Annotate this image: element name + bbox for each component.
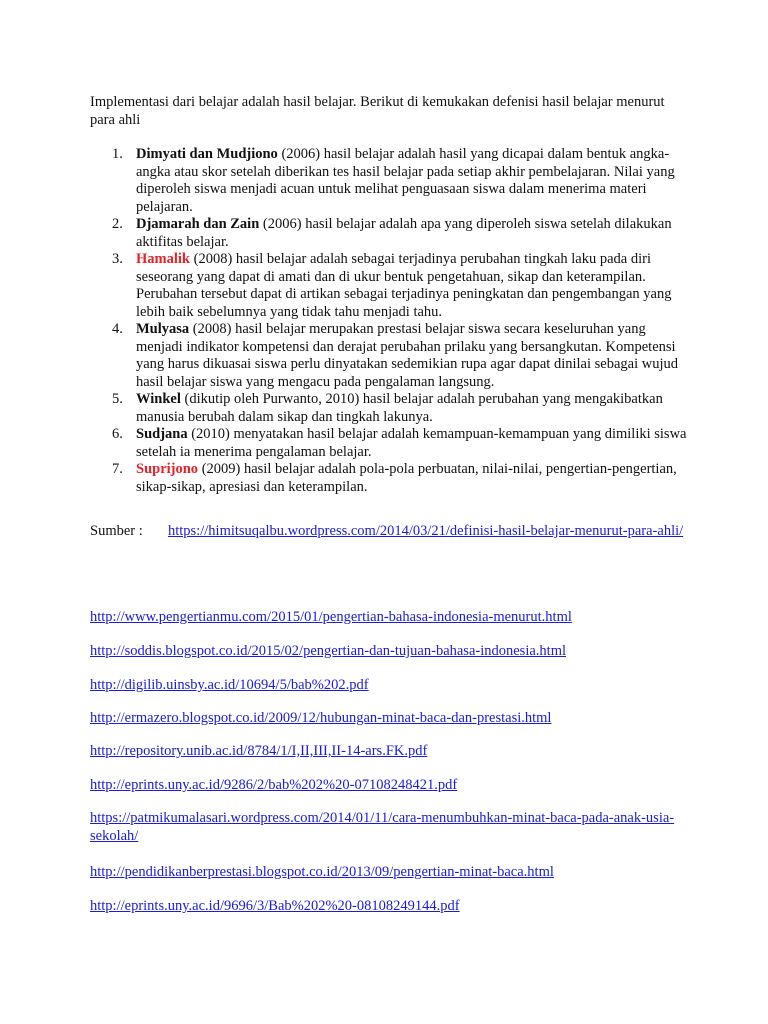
source-line bbox=[90, 523, 690, 541]
author-name: Sudjana bbox=[136, 426, 188, 442]
reference-item bbox=[90, 777, 690, 795]
reference-link[interactable]: http://pendidikanberprestasi.blogspot.co.id/2013/09/pengertian-minat-baca.html bbox=[90, 864, 554, 880]
definition-text: (2006) hasil belajar adalah hasil yang dicapai dalam bentuk angka-angka atau skor setelah diberikan tes hasil belajar pada setiap akhir pembelajaran. Nilai yang diperoleh siswa menjadi acuan untuk melihat penguasaan siswa dalam menerima materi pelajaran. bbox=[136, 146, 675, 215]
item-number: 5. bbox=[112, 391, 123, 407]
item-number: 1. bbox=[112, 146, 123, 162]
definition-text: (2008) hasil belajar merupakan prestasi belajar siswa secara keseluruhan yang menjadi indikator kompetensi dan derajat perubahan prilaku yang bersangkutan. Kompetensi yang harus dikuasai siswa perlu dinyatakan sedemikian rupa agar dapat dinilai sebagai wujud hasil belajar siswa yang mengacu pada pengalaman langsung. bbox=[136, 321, 678, 390]
reference-item bbox=[90, 710, 690, 728]
reference-link[interactable]: http://eprints.uny.ac.id/9696/3/Bab%202%20-08108249144.pdf bbox=[90, 898, 460, 914]
reference-link[interactable]: http://soddis.blogspot.co.id/2015/02/pengertian-dan-tujuan-bahasa-indonesia.html bbox=[90, 643, 567, 659]
reference-link[interactable]: http://www.pengertianmu.com/2015/01/pengertian-bahasa-indonesia-menurut.html bbox=[90, 609, 572, 625]
author-name-highlighted: Hamalik bbox=[136, 251, 190, 267]
source-link[interactable]: https://himitsuqalbu.wordpress.com/2014/03/21/definisi-hasil-belajar-menurut-para-ahli/ bbox=[168, 523, 684, 539]
reference-item bbox=[90, 864, 690, 882]
reference-item bbox=[90, 898, 690, 916]
reference-link[interactable]: https://patmikumalasari.wordpress.com/2014/01/11/cara-menumbuhkan-minat-baca-pada-anak-usia-sekolah/ bbox=[90, 810, 675, 844]
author-name: Djamarah dan Zain bbox=[136, 216, 260, 232]
definition-item bbox=[90, 251, 690, 321]
definition-text: (2009) hasil belajar adalah pola-pola perbuatan, nilai-nilai, pengertian-pengertian, sikap-sikap, apresiasi dan keterampilan. bbox=[136, 461, 677, 495]
author-name: Mulyasa bbox=[136, 321, 190, 337]
definition-item bbox=[90, 321, 690, 391]
reference-item bbox=[90, 677, 690, 695]
item-number: 6. bbox=[112, 426, 123, 442]
item-number: 2. bbox=[112, 216, 123, 232]
reference-item bbox=[90, 643, 690, 661]
definition-text: (dikutip oleh Purwanto, 2010) hasil belajar adalah perubahan yang mengakibatkan manusia berubah dalam sikap dan tingkah lakunya. bbox=[136, 391, 663, 425]
definition-text: (2006) hasil belajar adalah apa yang diperoleh siswa setelah dilakukan aktifitas belajar. bbox=[136, 216, 672, 250]
reference-item bbox=[90, 609, 690, 627]
author-name-highlighted: Suprijono bbox=[136, 461, 199, 477]
source-label: Sumber : bbox=[90, 523, 143, 539]
reference-link[interactable]: http://digilib.uinsby.ac.id/10694/5/bab%202.pdf bbox=[90, 677, 369, 693]
reference-item bbox=[90, 810, 690, 845]
intro-paragraph: Implementasi dari belajar adalah hasil belajar. Berikut di kemukakan defenisi hasil belajar menurut para ahli bbox=[90, 94, 665, 128]
definition-item bbox=[90, 461, 690, 496]
item-number: 7. bbox=[112, 461, 123, 477]
definition-text: (2008) hasil belajar adalah sebagai terjadinya perubahan tingkah laku pada diri seseorang yang dapat di amati dan di ukur bentuk pengetahuan, sikap dan keterampilan. Perubahan tersebut dapat di artikan sebagai terjadinya peningkatan dan pengembangan yang lebih baik sebelumnya yang tidak tahu menjadi tahu. bbox=[136, 251, 672, 320]
definition-item bbox=[90, 391, 690, 426]
definitions-list bbox=[90, 146, 690, 496]
reference-link[interactable]: http://eprints.uny.ac.id/9286/2/bab%202%20-07108248421.pdf bbox=[90, 777, 458, 793]
reference-link[interactable]: http://ermazero.blogspot.co.id/2009/12/hubungan-minat-baca-dan-prestasi.html bbox=[90, 710, 552, 726]
definition-text: (2010) menyatakan hasil belajar adalah kemampuan-kemampuan yang dimiliki siswa setelah ia menerima pengalaman belajar. bbox=[136, 426, 687, 460]
definition-item bbox=[90, 216, 690, 251]
author-name: Dimyati dan Mudjiono bbox=[136, 146, 278, 162]
reference-link[interactable]: http://repository.unib.ac.id/8784/1/I,II,III,II-14-ars.FK.pdf bbox=[90, 743, 428, 759]
definition-item bbox=[90, 426, 690, 461]
item-number: 3. bbox=[112, 251, 123, 267]
item-number: 4. bbox=[112, 321, 123, 337]
definition-item bbox=[90, 146, 690, 216]
author-name: Winkel bbox=[136, 391, 181, 407]
reference-item bbox=[90, 743, 690, 761]
